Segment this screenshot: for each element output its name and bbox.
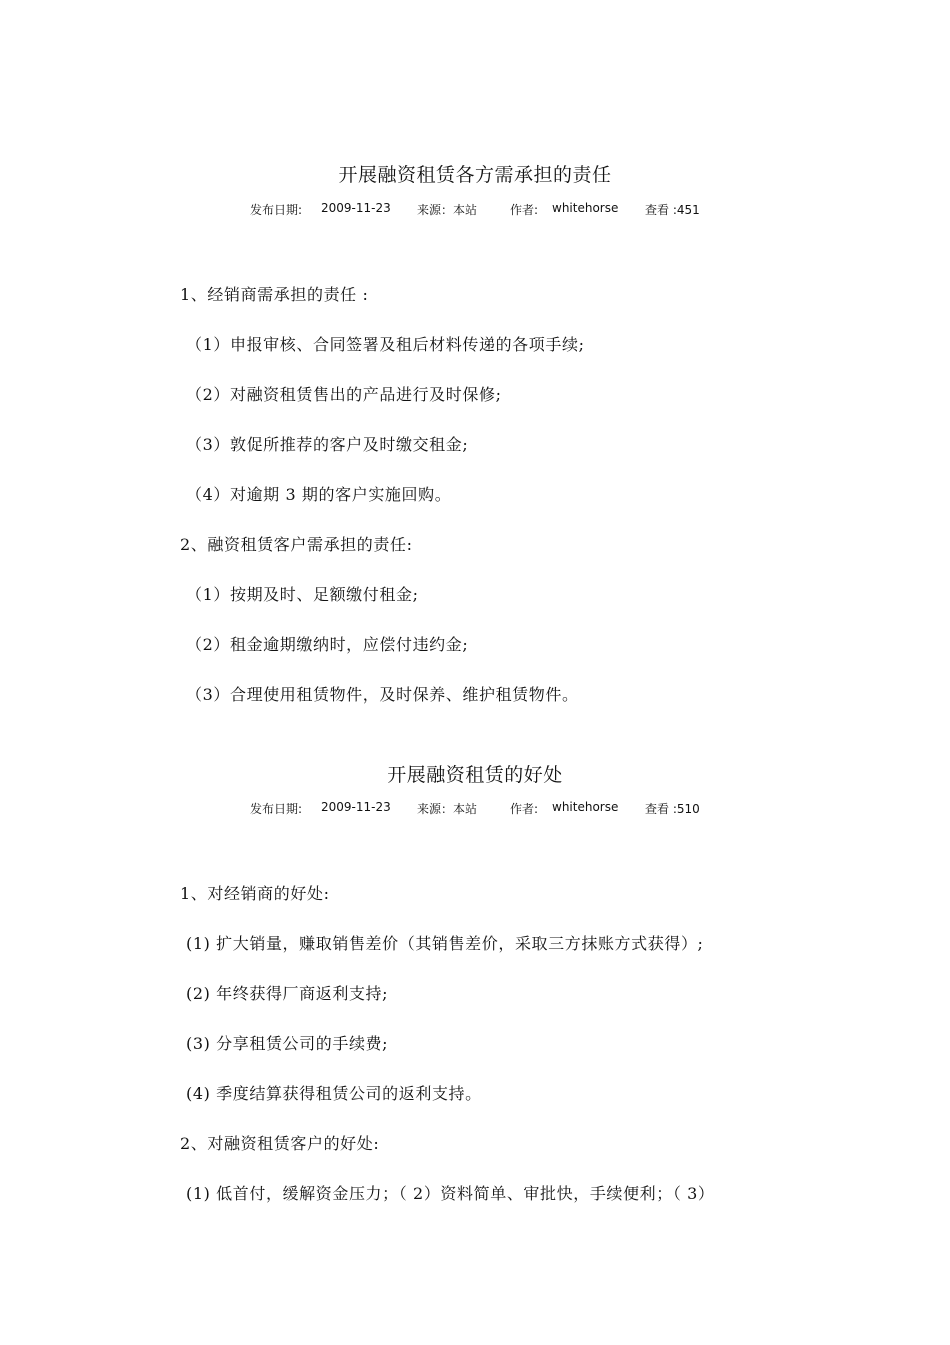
list-item: （4）对逾期 3 期的客户实施回购。 [186, 485, 452, 504]
view-count: 查看 :451 [645, 203, 700, 217]
list-item: （2）租金逾期缴纳时，应偿付违约金; [186, 635, 469, 654]
section-heading: 2、融资租赁客户需承担的责任: [180, 535, 413, 554]
author: whitehorse [552, 800, 619, 814]
publish-date-label: 发布日期: [250, 802, 303, 816]
list-item: (4) 季度结算获得租赁公司的返利支持。 [186, 1084, 482, 1103]
list-item: （1）按期及时、足额缴付租金; [186, 585, 419, 604]
publish-date-label: 发布日期: [250, 203, 303, 217]
section-heading: 1、对经销商的好处: [180, 884, 330, 903]
list-item: (1) 扩大销量，赚取销售差价（其销售差价，采取三方抹账方式获得）; [186, 934, 704, 953]
list-item: (1) 低首付，缓解资金压力；（ 2）资料简单、审批快，手续便利；（ 3） [186, 1184, 715, 1203]
author-label: 作者: [510, 203, 539, 217]
source: 来源：本站 [417, 203, 478, 217]
author-label: 作者: [510, 802, 539, 816]
section-heading: 2、对融资租赁客户的好处: [180, 1134, 380, 1153]
list-item: （2）对融资租赁售出的产品进行及时保修; [186, 385, 502, 404]
publish-date: 2009-11-23 [321, 800, 391, 814]
article-title: 开展融资租赁各方需承担的责任 [338, 164, 612, 186]
list-item: （3）敦促所推荐的客户及时缴交租金; [186, 435, 469, 454]
source: 来源：本站 [417, 802, 478, 816]
section-heading: 1、经销商需承担的责任 : [180, 285, 369, 304]
list-item: (3) 分享租赁公司的手续费; [186, 1034, 389, 1053]
publish-date: 2009-11-23 [321, 201, 391, 215]
list-item: （1）申报审核、合同签署及租后材料传递的各项手续; [186, 335, 585, 354]
author: whitehorse [552, 201, 619, 215]
article-title: 开展融资租赁的好处 [387, 764, 563, 786]
view-count: 查看 :510 [645, 802, 700, 816]
list-item: （3）合理使用租赁物件，及时保养、维护租赁物件。 [186, 685, 579, 704]
list-item: (2) 年终获得厂商返利支持; [186, 984, 389, 1003]
